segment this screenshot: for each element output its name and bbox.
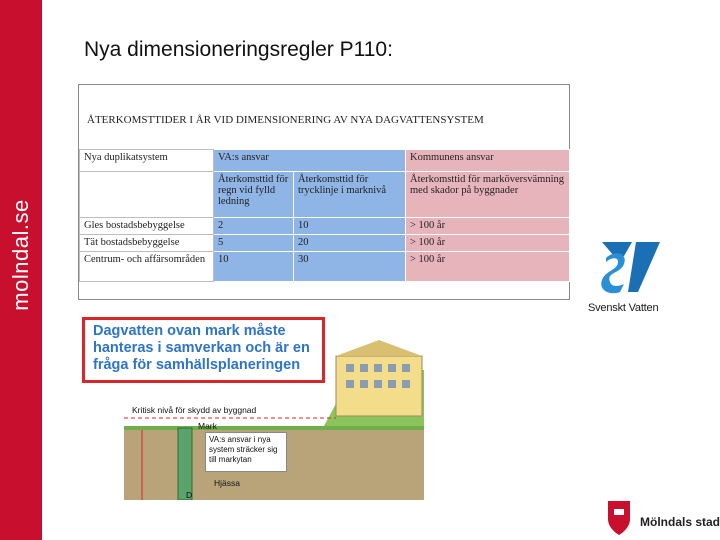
row-value: > 100 år — [406, 235, 570, 252]
building-roof — [336, 340, 422, 356]
row-value: 10 — [294, 218, 406, 235]
table-row — [80, 235, 570, 252]
row-value: 30 — [294, 252, 406, 282]
footer-logo-text: Mölndals stad — [640, 515, 720, 529]
table-heading: ÅTERKOMSTTIDER I ÅR VID DIMENSIONERING AV NYA DAGVATTENSYSTEM — [87, 114, 484, 126]
row-value: 20 — [294, 235, 406, 252]
row-value: 5 — [214, 235, 294, 252]
table-cell-empty — [80, 172, 214, 218]
row-value: > 100 år — [406, 252, 570, 282]
row-value: 10 — [214, 252, 294, 282]
subheader-trycklinje: Återkomsttid för trycklinje i marknivå — [294, 172, 406, 218]
logo-text: Svenskt Vatten — [588, 302, 659, 314]
table-grid — [79, 149, 570, 282]
header-va: VA:s ansvar — [214, 150, 406, 172]
va-note-box: VA:s ansvar i nya system sträcker sig till markytan — [205, 432, 287, 472]
dimensioning-table — [78, 84, 570, 300]
subheader-regn: Återkomsttid för regn vid fylld ledning — [214, 172, 294, 218]
table-row — [80, 252, 570, 282]
subheader-oversvamning: Återkomsttid för marköversvämning med skador på byggnader — [406, 172, 570, 218]
row-label: Gles bostadsbebyggelse — [80, 218, 214, 235]
callout-box: Dagvatten ovan mark måste hanteras i samverkan och är en fråga för samhällsplaneringen — [82, 317, 325, 383]
header-system: Nya duplikatsystem — [80, 150, 214, 172]
row-value: 2 — [214, 218, 294, 235]
d-label: D — [186, 490, 193, 500]
row-value: > 100 år — [406, 218, 570, 235]
header-kommun: Kommunens ansvar — [406, 150, 570, 172]
hassa-label: Hjässa — [214, 478, 240, 488]
sidebar-band — [0, 0, 42, 540]
sidebar-url-text: molndal.se — [8, 199, 33, 311]
mark-label: Mark — [198, 421, 217, 431]
critical-level-label: Kritisk nivå för skydd av byggnad — [132, 405, 257, 415]
ground-surface — [124, 426, 424, 430]
row-label: Centrum- och affärsområden — [80, 252, 214, 282]
row-label: Tät bostadsbebyggelse — [80, 235, 214, 252]
slide-title: Nya dimensioneringsregler P110: — [84, 38, 393, 61]
table-row — [80, 218, 570, 235]
